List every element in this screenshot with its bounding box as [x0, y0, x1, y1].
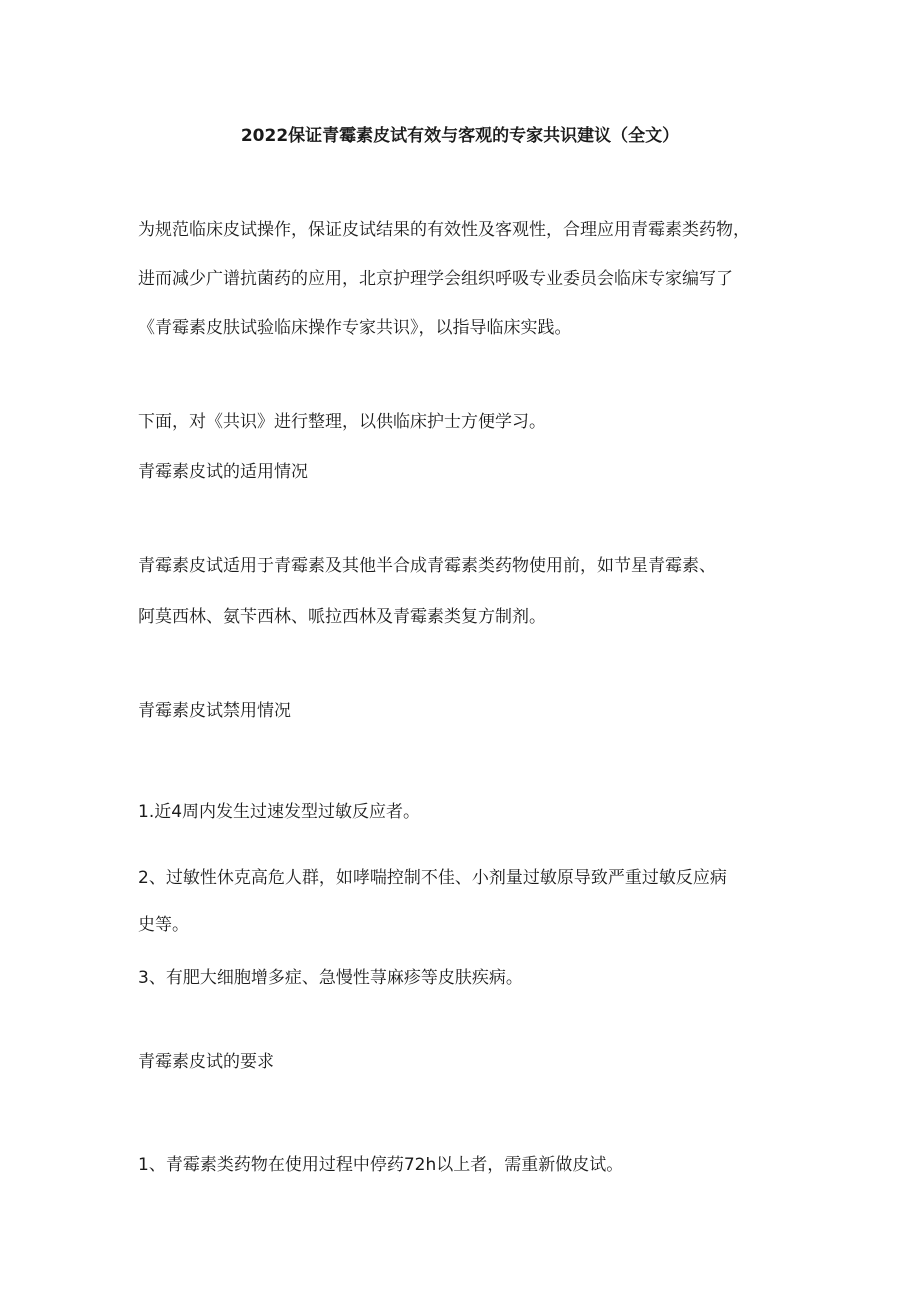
- document-title: 2022保证青霉素皮试有效与客观的专家共识建议（全文）: [240, 126, 680, 146]
- intro-line-2: 进而减少广谱抗菌药的应用，北京护理学会组织呼吸专业委员会临床专家编写了: [138, 269, 733, 289]
- requirement-item-1: 1、青霉素类药物在使用过程中停药72h以上者，需重新做皮试。: [138, 1155, 624, 1175]
- prohibited-item-2-cont: 史等。: [138, 915, 189, 935]
- lead-paragraph: 下面，对《共识》进行整理，以供临床护士方便学习。: [138, 412, 546, 432]
- prohibited-item-2: 2、过敏性休克高危人群，如哮喘控制不佳、小剂量过敏原导致严重过敏反应病: [138, 868, 727, 888]
- heading-prohibited: 青霉素皮试禁用情况: [138, 701, 291, 721]
- applicable-line-2: 阿莫西林、氨苄西林、哌拉西林及青霉素类复方制剂。: [138, 607, 546, 627]
- heading-requirements: 青霉素皮试的要求: [138, 1052, 274, 1072]
- prohibited-item-1: 1.近4周内发生过速发型过敏反应者。: [138, 802, 421, 822]
- applicable-line-1: 青霉素皮试适用于青霉素及其他半合成青霉素类药物使用前，如节星青霉素、: [138, 556, 716, 576]
- heading-applicable: 青霉素皮试的适用情况: [138, 462, 308, 482]
- intro-line-1: 为规范临床皮试操作，保证皮试结果的有效性及客观性，合理应用青霉素类药物，: [138, 220, 750, 240]
- prohibited-item-3: 3、有肥大细胞增多症、急慢性荨麻疹等皮肤疾病。: [138, 968, 523, 988]
- intro-line-3: 《青霉素皮肤试验临床操作专家共识》，以指导临床实践。: [138, 318, 572, 338]
